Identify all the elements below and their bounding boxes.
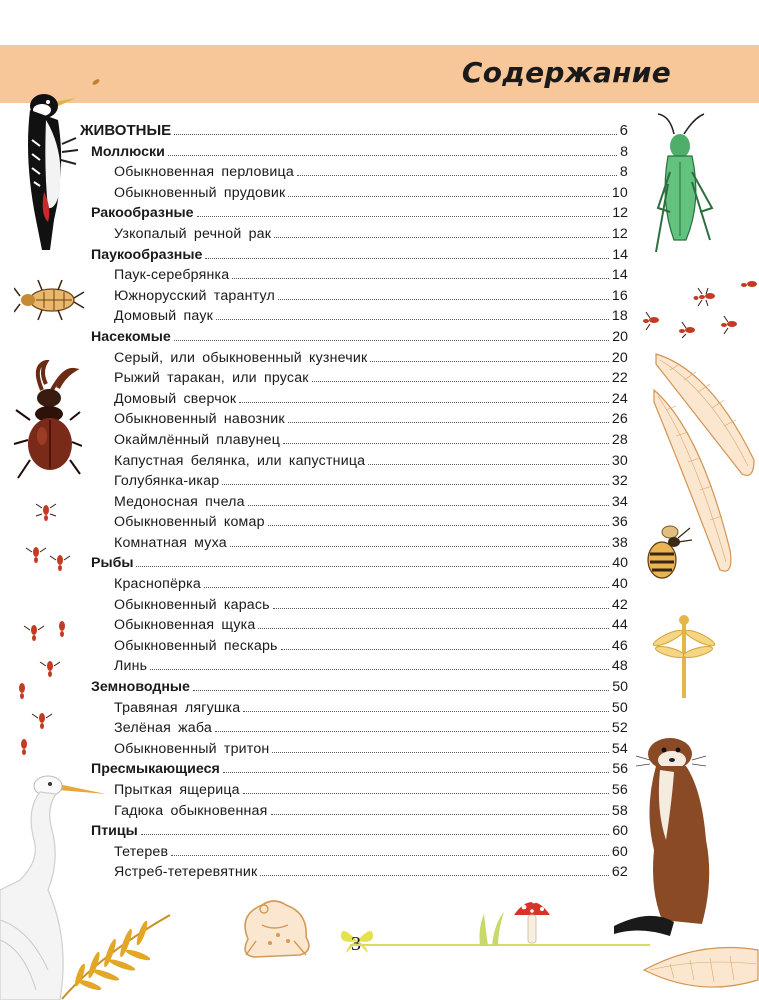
toc-entry[interactable] — [80, 842, 628, 863]
toc-page-number: 56 — [611, 782, 628, 798]
toc-page-number: 40 — [611, 576, 628, 593]
toc-section[interactable] — [80, 821, 628, 842]
toc-entry-title: Линь — [114, 658, 148, 675]
toc-page-number: 26 — [611, 411, 628, 428]
toc-page-number: 58 — [611, 802, 628, 819]
toc-page-number: 60 — [611, 843, 628, 860]
toc-entry[interactable] — [80, 636, 628, 657]
mushroom-icon — [510, 893, 554, 945]
dot-leader — [230, 546, 609, 547]
dot-leader — [141, 834, 610, 835]
dot-leader — [258, 628, 608, 629]
toc-entry-title: Серый, или обыкновенный кузнечик — [114, 349, 368, 366]
toc-entry-title: Медоносная пчела — [114, 493, 245, 510]
toc-entry[interactable] — [80, 451, 628, 472]
dot-leader — [204, 587, 609, 588]
dot-leader — [243, 711, 609, 712]
dot-leader — [370, 361, 608, 362]
dot-leader — [174, 340, 609, 341]
toc-entry-title: Обыкновенный карась — [114, 596, 270, 613]
dot-leader — [193, 690, 609, 691]
toc-page-number: 54 — [611, 740, 628, 757]
toc-entry[interactable] — [80, 656, 628, 677]
dot-leader — [283, 443, 609, 444]
toc-entry[interactable] — [80, 306, 628, 327]
toc-entry-title: Моллюски — [91, 143, 165, 160]
toc-entry[interactable] — [80, 430, 628, 451]
toc-entry-title: Обыкновенная перловица — [114, 164, 294, 181]
toc-page-number: 24 — [611, 390, 628, 407]
toc-entry[interactable] — [80, 862, 628, 883]
toc-page-number: 38 — [611, 534, 628, 551]
toc-entry-title: Паукообразные — [91, 246, 203, 263]
toc-entry-title: Зелёная жаба — [114, 720, 212, 737]
grass-icon — [474, 908, 514, 946]
toc-entry[interactable] — [80, 739, 628, 760]
dot-leader — [273, 608, 609, 609]
toc-entry[interactable] — [80, 718, 628, 739]
toc-page-number: 16 — [611, 287, 628, 304]
toc-entry[interactable] — [80, 492, 628, 513]
toc-entry-title: Земноводные — [91, 679, 190, 696]
dot-leader — [312, 381, 609, 382]
toc-entry[interactable] — [80, 183, 628, 204]
toc-page-number: 12 — [611, 225, 628, 242]
toc-section[interactable] — [80, 759, 628, 780]
dot-leader — [368, 464, 609, 465]
toc-entry-title: Обыкновенный комар — [114, 514, 265, 531]
dot-leader — [278, 299, 609, 300]
toc-page-number: 22 — [611, 370, 628, 387]
toc-entry-title: Ракообразные — [91, 205, 194, 222]
toc-entry-title: Птицы — [91, 823, 138, 840]
dot-leader — [197, 216, 610, 217]
toc-entry-title: Прыткая ящерица — [114, 782, 240, 798]
dot-leader — [268, 525, 609, 526]
toc-entry-title: Обыкновенный прудовик — [114, 184, 286, 201]
dot-leader — [274, 237, 609, 238]
ant-icon — [12, 500, 72, 760]
fern-icon — [60, 905, 180, 1000]
toc-entry[interactable] — [80, 409, 628, 430]
dot-leader — [150, 669, 609, 670]
toc-entry-title: Домовый сверчок — [114, 390, 237, 407]
dragonfly-wing-icon — [640, 940, 759, 1000]
toc-entry[interactable] — [80, 512, 628, 533]
toc-page-number: 8 — [620, 143, 628, 160]
toc-entry[interactable] — [80, 224, 628, 245]
dot-leader — [248, 505, 609, 506]
toc-page-number: 20 — [611, 349, 628, 366]
toc-page-number: 50 — [611, 699, 628, 716]
frog-icon — [234, 895, 318, 961]
toc-entry[interactable] — [80, 780, 628, 801]
toc-entry[interactable] — [80, 348, 628, 369]
toc-entry-title: Окаймлённый плавунец — [114, 431, 281, 448]
toc-section[interactable] — [80, 245, 628, 266]
toc-entry[interactable] — [80, 471, 628, 492]
dot-leader — [297, 175, 617, 176]
toc-entry[interactable] — [80, 533, 628, 554]
beetle-icon — [14, 278, 86, 322]
toc-entry-title: Рыбы — [91, 555, 134, 572]
toc-entry-title: Домовый паук — [114, 308, 214, 325]
dot-leader — [174, 134, 617, 135]
dot-leader — [272, 752, 608, 753]
toc-page-number: 46 — [611, 637, 628, 654]
toc-entry-title: Обыкновенная щука — [114, 617, 256, 634]
dot-leader — [171, 855, 609, 856]
toc-entry-title: Рыжий таракан, или прусак — [114, 370, 309, 387]
toc-section[interactable] — [80, 121, 628, 142]
dot-leader — [288, 422, 609, 423]
ant-icon — [640, 272, 759, 342]
dot-leader — [168, 155, 617, 156]
dot-leader — [232, 278, 608, 279]
toc-entry-title: Узкопалый речной рак — [114, 225, 272, 242]
toc-entry[interactable] — [80, 574, 628, 595]
toc-section[interactable] — [80, 203, 628, 224]
toc-entry-title: Паук-серебрянка — [114, 267, 230, 284]
toc-page-number: 6 — [619, 122, 628, 139]
toc-page-number: 52 — [611, 720, 628, 737]
toc-entry[interactable] — [80, 286, 628, 307]
dot-leader — [215, 731, 609, 732]
toc-page-number: 56 — [612, 761, 628, 778]
toc-entry-title: Тетерев — [114, 843, 169, 860]
toc-entry[interactable] — [80, 801, 628, 822]
toc-entry[interactable] — [80, 615, 628, 636]
toc-entry-title: Насекомые — [91, 328, 171, 345]
toc-entry-title: ЖИВОТНЫЕ — [80, 122, 172, 139]
toc-entry-title: Капустная белянка, или капустница — [114, 452, 366, 469]
toc-page-number: 48 — [611, 658, 628, 675]
toc-page-number: 28 — [611, 431, 628, 448]
dot-leader — [260, 875, 608, 876]
dot-leader — [216, 319, 609, 320]
toc-page-number: 8 — [619, 164, 628, 181]
toc-entry-title: Пресмыкающиеся — [91, 761, 220, 778]
toc-entry-title: Обыкновенный навозник — [114, 411, 285, 428]
toc-page-number: 44 — [611, 617, 628, 634]
dot-leader — [136, 566, 609, 567]
toc-entry-title: Комнатная муха — [114, 534, 227, 551]
toc-page-number: 42 — [611, 596, 628, 613]
page-title: Содержание — [461, 56, 671, 89]
toc-entry[interactable] — [80, 595, 628, 616]
toc-entry-title: Краснопёрка — [114, 576, 201, 593]
toc-page-number: 30 — [611, 452, 628, 469]
toc-page-number: 14 — [612, 246, 628, 263]
fly-icon — [90, 76, 102, 88]
toc-entry[interactable] — [80, 265, 628, 286]
table-of-contents — [80, 121, 628, 883]
toc-entry-title: Голубянка-икар — [114, 473, 220, 490]
grasshopper-icon — [650, 112, 720, 260]
toc-section[interactable] — [80, 327, 628, 348]
toc-section[interactable] — [80, 142, 628, 163]
dot-leader — [243, 793, 609, 794]
toc-entry-title: Ястреб-тетеревятник — [114, 864, 258, 881]
toc-entry[interactable] — [80, 698, 628, 719]
toc-entry-title: Обыкновенный тритон — [114, 740, 270, 757]
dot-leader — [239, 402, 608, 403]
toc-entry-title: Южнорусский тарантул — [114, 287, 275, 304]
stag-beetle-icon — [12, 360, 82, 484]
toc-entry[interactable] — [80, 389, 628, 410]
toc-entry-title: Обыкновенный пескарь — [114, 637, 278, 654]
toc-page-number: 34 — [611, 493, 628, 510]
toc-page-number: 20 — [612, 328, 628, 345]
toc-page-number: 36 — [611, 514, 628, 531]
toc-page-number: 10 — [611, 184, 628, 201]
toc-section[interactable] — [80, 553, 628, 574]
toc-entry[interactable] — [80, 368, 628, 389]
woodpecker-icon — [14, 80, 84, 252]
toc-page-number: 62 — [611, 864, 628, 881]
toc-section[interactable] — [80, 677, 628, 698]
toc-entry[interactable] — [80, 162, 628, 183]
toc-page-number: 14 — [611, 267, 628, 284]
toc-page-number: 50 — [612, 679, 628, 696]
dragonfly-icon — [652, 610, 716, 700]
toc-entry-title: Травяная лягушка — [114, 699, 241, 716]
bee-icon — [634, 520, 696, 582]
dot-leader — [288, 196, 608, 197]
dot-leader — [223, 772, 609, 773]
toc-page-number: 40 — [612, 555, 628, 572]
toc-page-number: 18 — [611, 308, 628, 325]
toc-entry-title: Гадюка обыкновенная — [114, 802, 268, 819]
toc-page-number: 60 — [612, 823, 628, 840]
toc-page-number: 32 — [611, 473, 628, 490]
dot-leader — [271, 814, 609, 815]
dot-leader — [281, 649, 609, 650]
dot-leader — [205, 258, 609, 259]
toc-page-number: 12 — [612, 205, 628, 222]
dot-leader — [222, 484, 608, 485]
